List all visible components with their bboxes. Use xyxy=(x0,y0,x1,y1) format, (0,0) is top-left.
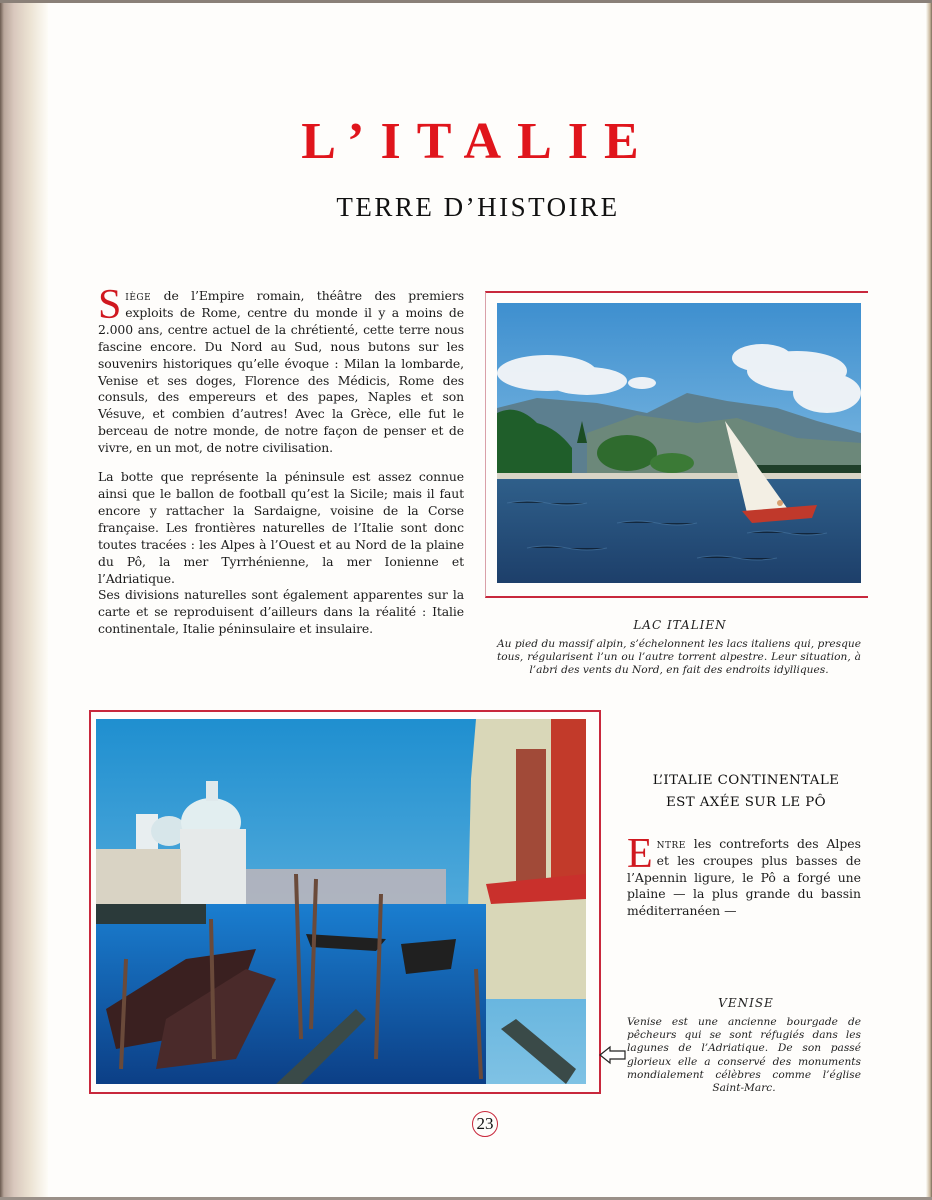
page-edge-top xyxy=(0,0,932,3)
intro-paragraph-2: La botte que représente la péninsule est assez connue ainsi que le ballon de football qu’est la Sicile; mais il faut encore y rattacher la Sardaigne, voisine de la Corse française. Les frontières naturelles de l’Italie sont donc toutes tracées : les Alpes à l’Ouest et au Nord de la plaine du Pô, la mer Tyrrhénienne, la mer Ionienne et l’Adriatique. xyxy=(98,469,464,586)
venice-caption-title: VENISE xyxy=(718,996,774,1010)
page-subtitle: TERRE D’HISTOIRE xyxy=(336,192,620,222)
section-heading-line-1: L’ITALIE CONTINENTALE xyxy=(652,773,840,788)
lead-smallcaps: iège xyxy=(125,288,152,303)
page-edge-right xyxy=(926,0,932,1200)
left-arrow-icon xyxy=(599,1045,627,1065)
intro-paragraph-1-text: de l’Empire romain, théâtre des premiers exploits de Rome, centre du monde il y a moins de 2.000 ans, centre actuel de la chrétienté, cette terre nous fascine encore. Du Nord au Sud, nous butons sur les souvenirs historiques qu’elle évoque : Milan la lombarde, Venise et ses doges, Florence des Médicis, Rome des consuls, des empereurs et des papes, Naples et son Vésuve, et combien d’autres! Avec la Grèce, elle fut le berceau de notre monde, de notre façon de penser et de vivre, en un mot, de notre civilisation. xyxy=(98,288,464,456)
intro-paragraph-1 xyxy=(98,282,464,457)
section-heading xyxy=(612,770,880,814)
shoreline xyxy=(497,473,861,479)
venice-photo xyxy=(96,719,586,1084)
page-gutter-shadow xyxy=(0,0,48,1200)
venice-illustration xyxy=(96,719,586,1084)
dropcap-e: E xyxy=(627,831,653,877)
page-number xyxy=(472,1111,498,1137)
intro-article xyxy=(98,282,464,650)
section-heading-line-2: EST AXÉE SUR LE PÔ xyxy=(665,795,827,810)
lake-caption-text: Au pied du massif alpin, s’échelonnent les lacs italiens qui, presque tous, régularisent l’un ou l’autre torrent alpestre. Leur situation, à l’abri des vents du Nord, en fait des endroits idylliques. xyxy=(497,638,861,677)
vaporetto xyxy=(96,904,206,924)
section-paragraph-text: les contreforts des Alpes et les croupes plus basses de l’Apennin ligure, le Pô a forgé une plaine — la plus grande du bassin méditerranéen — xyxy=(627,836,861,919)
lake-illustration xyxy=(497,303,861,583)
intro-paragraph-3: Ses divisions naturelles sont également apparentes sur la carte et se reproduisent d’ailleurs dans la réalité : Italie continentale, Italie péninsulaire et insulaire. xyxy=(98,587,464,637)
section-paragraph xyxy=(627,831,861,920)
dropcap-s: S xyxy=(98,282,122,328)
venice-caption-text: Venise est une ancienne bourgade de pêcheurs qui se sont réfugiés dans les lagunes de l’Adriatique. De son passé glorieux elle a conservé des monuments mondialement célèbres comme l’église Saint-Marc. xyxy=(627,1016,861,1095)
page-number-value: 23 xyxy=(476,1114,494,1133)
lake-water xyxy=(497,479,861,583)
page-title: L’ITALIE xyxy=(301,113,655,170)
lake-photo xyxy=(497,303,861,583)
lake-caption-title: LAC ITALIEN xyxy=(633,618,727,632)
distant-buildings xyxy=(246,869,446,909)
section-lead-smallcaps: ntre xyxy=(656,836,686,851)
